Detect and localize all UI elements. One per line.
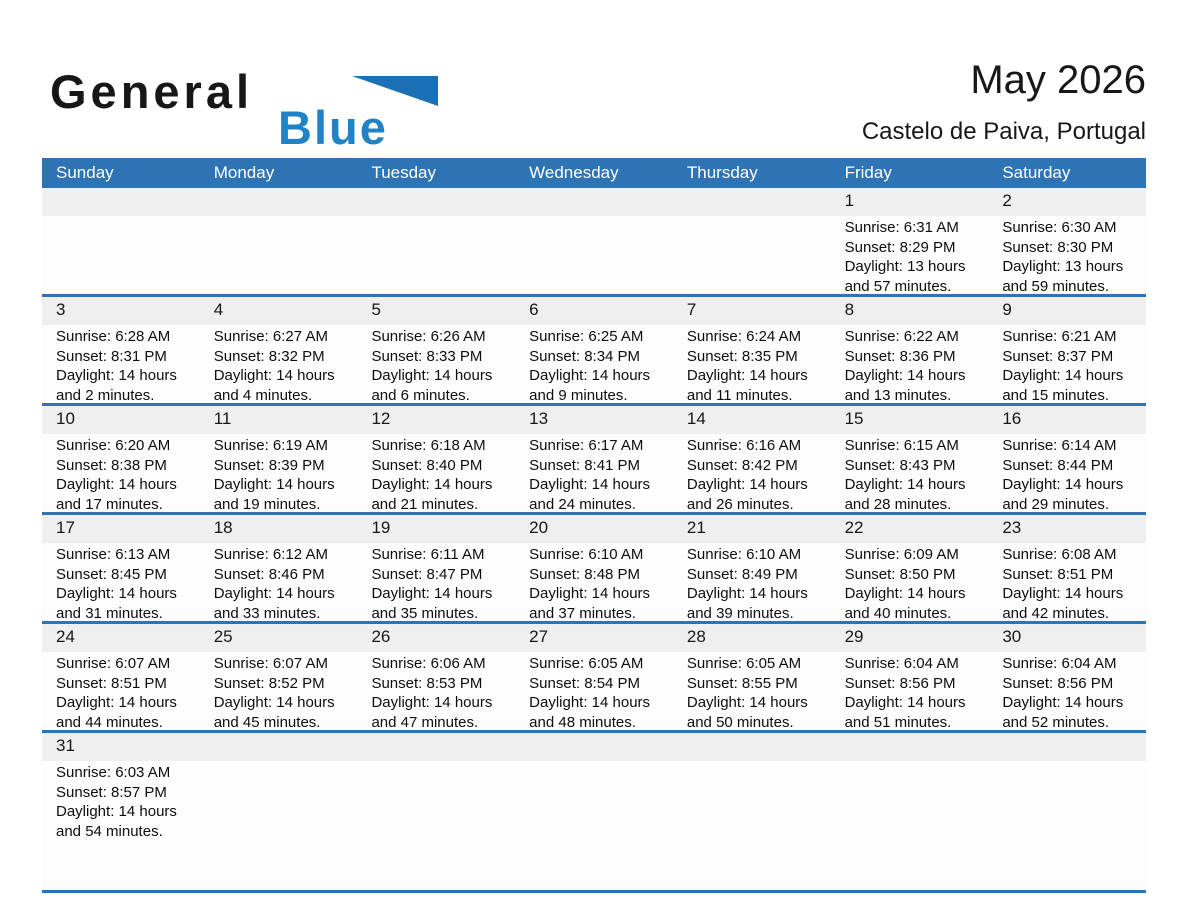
day-cell: [988, 624, 1146, 730]
empty-cell: [200, 188, 358, 294]
sunrise-text: Sunrise: 6:15 AM: [844, 437, 959, 454]
sunset-text: Sunset: 8:57 PM: [56, 783, 167, 801]
daylight-text-line1: Daylight: 14 hours: [56, 803, 177, 820]
day-number: 7: [686, 300, 697, 319]
daylight-text-line2: and 28 minutes.: [844, 495, 952, 513]
sunset-text: Sunset: 8:34 PM: [529, 347, 641, 365]
week-row: [42, 297, 1146, 406]
day-number-band: [42, 733, 200, 761]
day-details: [988, 325, 1146, 405]
week-row: [42, 515, 1146, 624]
daylight-text-line1: Daylight: 14 hours: [686, 367, 808, 384]
daylight-text-line1: Daylight: 13 hours: [844, 258, 966, 275]
daylight-text-line2: and 57 minutes.: [844, 277, 952, 295]
day-cell: [831, 624, 989, 730]
day-number: 29: [844, 627, 864, 646]
day-cell: [831, 297, 989, 403]
logo-text-general: General: [50, 65, 254, 118]
day-number: 20: [529, 518, 549, 537]
day-number-band: [42, 515, 200, 543]
day-details: [673, 325, 831, 405]
day-details: [42, 325, 200, 405]
sunset-text: Sunset: 8:42 PM: [686, 456, 798, 474]
day-details: [988, 652, 1146, 732]
day-cell: [515, 515, 673, 621]
daylight-text-line2: and 54 minutes.: [56, 822, 163, 840]
day-number: 28: [686, 627, 706, 646]
daylight-text-line1: Daylight: 14 hours: [56, 694, 177, 711]
daylight-text-line2: and 40 minutes.: [844, 604, 952, 622]
day-cell: [357, 406, 515, 512]
daylight-text-line1: Daylight: 14 hours: [844, 694, 966, 711]
sunrise-text: Sunrise: 6:11 AM: [371, 546, 485, 563]
daylight-text-line2: and 42 minutes.: [1002, 604, 1110, 622]
day-number-band: [831, 406, 989, 434]
day-cell: [200, 624, 358, 730]
calendar-table: [42, 158, 1146, 893]
day-number-band: [673, 188, 831, 216]
day-cell: [357, 624, 515, 730]
sunrise-text: Sunrise: 6:26 AM: [371, 328, 486, 345]
daylight-text-line1: Daylight: 14 hours: [1002, 694, 1124, 711]
sunrise-text: Sunrise: 6:09 AM: [844, 546, 959, 563]
sunset-text: Sunset: 8:43 PM: [844, 456, 956, 474]
sunrise-text: Sunrise: 6:19 AM: [213, 437, 328, 454]
sunrise-text: Sunrise: 6:10 AM: [686, 546, 802, 563]
logo-text-blue: Blue: [278, 101, 388, 154]
daylight-text-line1: Daylight: 14 hours: [529, 694, 651, 711]
daylight-text-line1: Daylight: 14 hours: [844, 585, 966, 602]
day-number: 21: [686, 518, 706, 537]
weekday-row: [42, 158, 1146, 188]
daylight-text-line2: and 9 minutes.: [529, 386, 628, 404]
sunset-text: Sunset: 8:39 PM: [213, 456, 325, 474]
day-cell: [673, 297, 831, 403]
daylight-text-line2: and 29 minutes.: [1002, 495, 1110, 513]
daylight-text-line2: and 47 minutes.: [371, 713, 479, 731]
day-details: [515, 434, 673, 514]
day-number: 30: [1002, 627, 1022, 646]
daylight-text-line1: Daylight: 14 hours: [844, 367, 966, 384]
daylight-text-line1: Daylight: 14 hours: [529, 367, 651, 384]
empty-cell: [357, 188, 515, 294]
sunset-text: Sunset: 8:56 PM: [1002, 674, 1114, 692]
weekday-header: Wednesday: [529, 163, 619, 182]
day-number-band: [200, 406, 358, 434]
day-details: [42, 652, 200, 732]
day-number: 6: [529, 300, 539, 319]
day-details: [200, 325, 358, 405]
day-details: [357, 434, 515, 514]
day-number-band: [988, 515, 1146, 543]
day-number-band: [988, 297, 1146, 325]
sunset-text: Sunset: 8:46 PM: [213, 565, 325, 583]
day-number: 13: [529, 409, 549, 428]
empty-cell: [200, 733, 358, 890]
day-number: 26: [371, 627, 391, 646]
daylight-text-line1: Daylight: 14 hours: [529, 476, 651, 493]
daylight-text-line1: Daylight: 14 hours: [844, 476, 966, 493]
daylight-text-line2: and 31 minutes.: [56, 604, 163, 622]
daylight-text-line1: Daylight: 14 hours: [213, 367, 335, 384]
daylight-text-line1: Daylight: 14 hours: [56, 476, 177, 493]
day-number-band: [515, 733, 673, 761]
day-number-band: [515, 188, 673, 216]
sunset-text: Sunset: 8:51 PM: [56, 674, 167, 692]
daylight-text-line1: Daylight: 13 hours: [1002, 258, 1124, 275]
day-cell: [515, 297, 673, 403]
day-number: 19: [371, 518, 391, 537]
weekday-header: Friday: [844, 163, 892, 182]
day-number: 8: [844, 300, 855, 319]
sunrise-text: Sunrise: 6:28 AM: [56, 328, 171, 345]
day-details: [42, 761, 200, 841]
daylight-text-line2: and 11 minutes.: [686, 386, 793, 404]
sunset-text: Sunset: 8:44 PM: [1002, 456, 1114, 474]
day-number-band: [357, 515, 515, 543]
daylight-text-line2: and 35 minutes.: [371, 604, 479, 622]
sunrise-text: Sunrise: 6:06 AM: [371, 655, 486, 672]
sunrise-text: Sunrise: 6:10 AM: [529, 546, 644, 563]
day-cell: [515, 406, 673, 512]
sunrise-text: Sunrise: 6:24 AM: [686, 328, 802, 345]
day-number-band: [515, 624, 673, 652]
day-cell: [200, 515, 358, 621]
day-number-band: [357, 733, 515, 761]
day-cell: [988, 297, 1146, 403]
sunrise-text: Sunrise: 6:04 AM: [1002, 655, 1117, 672]
sunrise-text: Sunrise: 6:31 AM: [844, 219, 959, 236]
sunrise-text: Sunrise: 6:07 AM: [56, 655, 171, 672]
daylight-text-line1: Daylight: 14 hours: [686, 694, 808, 711]
sunset-text: Sunset: 8:50 PM: [844, 565, 956, 583]
sunset-text: Sunset: 8:32 PM: [213, 347, 325, 365]
daylight-text-line1: Daylight: 14 hours: [529, 585, 651, 602]
day-number: 27: [529, 627, 549, 646]
daylight-text-line2: and 44 minutes.: [56, 713, 163, 731]
daylight-text-line2: and 15 minutes.: [1002, 386, 1110, 404]
weekday-header: Tuesday: [371, 163, 437, 182]
daylight-text-line1: Daylight: 14 hours: [371, 694, 493, 711]
day-cell: [357, 515, 515, 621]
sunrise-text: Sunrise: 6:05 AM: [686, 655, 802, 672]
day-number-band: [357, 188, 515, 216]
day-number: 25: [213, 627, 233, 646]
day-number-band: [988, 624, 1146, 652]
day-number-band: [831, 624, 989, 652]
week-row: [42, 733, 1146, 893]
daylight-text-line2: and 19 minutes.: [213, 495, 321, 513]
empty-cell: [515, 733, 673, 890]
day-cell: [42, 297, 200, 403]
page-title: May 2026: [970, 58, 1146, 102]
sunrise-text: Sunrise: 6:20 AM: [56, 437, 171, 454]
day-number-band: [515, 297, 673, 325]
sunrise-text: Sunrise: 6:08 AM: [1002, 546, 1117, 563]
day-number-band: [357, 297, 515, 325]
day-cell: [988, 406, 1146, 512]
day-number: 11: [213, 409, 232, 428]
sunset-text: Sunset: 8:36 PM: [844, 347, 956, 365]
day-number-band: [200, 297, 358, 325]
daylight-text-line1: Daylight: 14 hours: [213, 476, 335, 493]
weekday-header: Thursday: [686, 163, 758, 182]
page-subtitle: Castelo de Paiva, Portugal: [861, 118, 1146, 145]
day-number-band: [357, 624, 515, 652]
daylight-text-line2: and 17 minutes.: [56, 495, 163, 513]
day-cell: [357, 297, 515, 403]
sunset-text: Sunset: 8:49 PM: [686, 565, 798, 583]
day-number-band: [831, 733, 989, 761]
sunrise-text: Sunrise: 6:12 AM: [213, 546, 328, 563]
daylight-text-line2: and 37 minutes.: [529, 604, 636, 622]
sunset-text: Sunset: 8:52 PM: [213, 674, 325, 692]
day-cell: [673, 624, 831, 730]
sunrise-text: Sunrise: 6:17 AM: [529, 437, 644, 454]
day-details: [200, 652, 358, 732]
sunset-text: Sunset: 8:33 PM: [371, 347, 483, 365]
sunset-text: Sunset: 8:38 PM: [56, 456, 167, 474]
day-number: 17: [56, 518, 75, 537]
daylight-text-line2: and 24 minutes.: [529, 495, 636, 513]
day-number-band: [42, 297, 200, 325]
sunset-text: Sunset: 8:40 PM: [371, 456, 483, 474]
day-number-band: [831, 297, 989, 325]
sunrise-text: Sunrise: 6:14 AM: [1002, 437, 1117, 454]
day-details: [42, 434, 200, 514]
sunset-text: Sunset: 8:45 PM: [56, 565, 167, 583]
sunrise-text: Sunrise: 6:13 AM: [56, 546, 171, 563]
day-number: 10: [56, 409, 75, 428]
day-number-band: [831, 188, 989, 216]
day-number-band: [673, 406, 831, 434]
day-details: [200, 434, 358, 514]
sunset-text: Sunset: 8:31 PM: [56, 347, 167, 365]
day-details: [831, 652, 989, 732]
daylight-text-line2: and 39 minutes.: [686, 604, 794, 622]
day-details: [988, 434, 1146, 514]
daylight-text-line2: and 48 minutes.: [529, 713, 636, 731]
sunset-text: Sunset: 8:55 PM: [686, 674, 798, 692]
day-number-band: [988, 733, 1146, 761]
empty-cell: [673, 188, 831, 294]
day-number: 2: [1002, 191, 1012, 210]
day-details: [200, 543, 358, 623]
sunrise-text: Sunrise: 6:04 AM: [844, 655, 959, 672]
day-number: 15: [844, 409, 864, 428]
day-details: [988, 216, 1146, 296]
day-details: [831, 216, 989, 296]
daylight-text-line2: and 6 minutes.: [371, 386, 470, 404]
day-cell: [831, 515, 989, 621]
daylight-text-line1: Daylight: 14 hours: [371, 476, 493, 493]
daylight-text-line2: and 33 minutes.: [213, 604, 321, 622]
sunrise-text: Sunrise: 6:22 AM: [844, 328, 959, 345]
sunset-text: Sunset: 8:51 PM: [1002, 565, 1114, 583]
day-details: [673, 434, 831, 514]
day-details: [42, 543, 200, 623]
daylight-text-line1: Daylight: 14 hours: [56, 367, 177, 384]
sunrise-text: Sunrise: 6:18 AM: [371, 437, 486, 454]
day-details: [831, 434, 989, 514]
day-details: [357, 325, 515, 405]
sunrise-text: Sunrise: 6:27 AM: [213, 328, 328, 345]
day-number-band: [988, 188, 1146, 216]
daylight-text-line1: Daylight: 14 hours: [56, 585, 177, 602]
day-cell: [673, 406, 831, 512]
day-number: 24: [56, 627, 75, 646]
day-number-band: [42, 624, 200, 652]
daylight-text-line2: and 45 minutes.: [213, 713, 321, 731]
daylight-text-line2: and 52 minutes.: [1002, 713, 1110, 731]
day-cell: [831, 406, 989, 512]
daylight-text-line2: and 13 minutes.: [844, 386, 952, 404]
day-number: 9: [1002, 300, 1012, 319]
day-cell: [42, 515, 200, 621]
day-details: [673, 543, 831, 623]
day-details: [515, 325, 673, 405]
day-cell: [988, 188, 1146, 294]
sunrise-text: Sunrise: 6:16 AM: [686, 437, 802, 454]
calendar-grid: [42, 188, 1146, 893]
daylight-text-line1: Daylight: 14 hours: [1002, 476, 1124, 493]
day-number-band: [42, 188, 200, 216]
day-details: [673, 652, 831, 732]
day-number: 31: [56, 736, 75, 755]
week-row: [42, 406, 1146, 515]
sunset-text: Sunset: 8:56 PM: [844, 674, 956, 692]
day-number-band: [673, 515, 831, 543]
day-number: 14: [686, 409, 706, 428]
sunrise-text: Sunrise: 6:05 AM: [529, 655, 644, 672]
daylight-text-line2: and 51 minutes.: [844, 713, 952, 731]
day-details: [357, 652, 515, 732]
daylight-text-line1: Daylight: 14 hours: [213, 694, 335, 711]
day-cell: [673, 515, 831, 621]
day-number-band: [831, 515, 989, 543]
sunset-text: Sunset: 8:29 PM: [844, 238, 956, 256]
day-number-band: [200, 624, 358, 652]
day-number-band: [42, 406, 200, 434]
day-number-band: [673, 624, 831, 652]
daylight-text-line1: Daylight: 14 hours: [1002, 585, 1124, 602]
day-number-band: [673, 733, 831, 761]
daylight-text-line1: Daylight: 14 hours: [371, 585, 493, 602]
day-number: 1: [844, 191, 855, 210]
day-number: 12: [371, 409, 391, 428]
empty-cell: [673, 733, 831, 890]
empty-cell: [831, 733, 989, 890]
sunset-text: Sunset: 8:47 PM: [371, 565, 483, 583]
sunset-text: Sunset: 8:35 PM: [686, 347, 798, 365]
daylight-text-line2: and 21 minutes.: [371, 495, 479, 513]
page-header: [42, 0, 1146, 158]
day-details: [831, 543, 989, 623]
empty-cell: [357, 733, 515, 890]
sunset-text: Sunset: 8:37 PM: [1002, 347, 1114, 365]
day-details: [831, 325, 989, 405]
sunset-text: Sunset: 8:54 PM: [529, 674, 641, 692]
sunset-text: Sunset: 8:48 PM: [529, 565, 641, 583]
day-number: 18: [213, 518, 233, 537]
empty-cell: [42, 188, 200, 294]
day-details: [515, 543, 673, 623]
sunrise-text: Sunrise: 6:03 AM: [56, 764, 171, 781]
sunset-text: Sunset: 8:30 PM: [1002, 238, 1114, 256]
sunrise-text: Sunrise: 6:21 AM: [1002, 328, 1117, 345]
daylight-text-line2: and 50 minutes.: [686, 713, 794, 731]
day-cell: [42, 406, 200, 512]
day-cell: [831, 188, 989, 294]
daylight-text-line2: and 59 minutes.: [1002, 277, 1110, 295]
day-number-band: [988, 406, 1146, 434]
day-number: 16: [1002, 409, 1022, 428]
daylight-text-line1: Daylight: 14 hours: [686, 585, 808, 602]
weekday-header: Monday: [213, 163, 275, 182]
day-cell: [42, 733, 200, 890]
day-number: 3: [56, 300, 66, 319]
daylight-text-line1: Daylight: 14 hours: [686, 476, 808, 493]
day-number-band: [515, 406, 673, 434]
sunrise-text: Sunrise: 6:25 AM: [529, 328, 644, 345]
weekday-header: Saturday: [1002, 163, 1071, 182]
empty-cell: [515, 188, 673, 294]
day-number: 22: [844, 518, 864, 537]
week-row: [42, 188, 1146, 297]
day-number-band: [200, 733, 358, 761]
day-details: [515, 652, 673, 732]
day-number-band: [673, 297, 831, 325]
general-blue-logo: [50, 64, 470, 154]
sunset-text: Sunset: 8:41 PM: [529, 456, 641, 474]
day-number-band: [515, 515, 673, 543]
day-number: 4: [213, 300, 224, 319]
day-number-band: [200, 188, 358, 216]
daylight-text-line1: Daylight: 14 hours: [213, 585, 335, 602]
sunset-text: Sunset: 8:53 PM: [371, 674, 483, 692]
day-details: [357, 543, 515, 623]
weekday-header: Sunday: [56, 163, 114, 182]
daylight-text-line2: and 26 minutes.: [686, 495, 794, 513]
daylight-text-line1: Daylight: 14 hours: [1002, 367, 1124, 384]
sunrise-text: Sunrise: 6:07 AM: [213, 655, 328, 672]
daylight-text-line2: and 2 minutes.: [56, 386, 155, 404]
day-number-band: [357, 406, 515, 434]
day-cell: [42, 624, 200, 730]
day-cell: [200, 406, 358, 512]
sunrise-text: Sunrise: 6:30 AM: [1002, 219, 1117, 236]
day-number: 23: [1002, 518, 1022, 537]
day-cell: [200, 297, 358, 403]
daylight-text-line2: and 4 minutes.: [213, 386, 313, 404]
empty-cell: [988, 733, 1146, 890]
day-cell: [988, 515, 1146, 621]
day-cell: [515, 624, 673, 730]
day-details: [988, 543, 1146, 623]
week-row: [42, 624, 1146, 733]
day-number-band: [200, 515, 358, 543]
daylight-text-line1: Daylight: 14 hours: [371, 367, 493, 384]
day-number: 5: [371, 300, 381, 319]
